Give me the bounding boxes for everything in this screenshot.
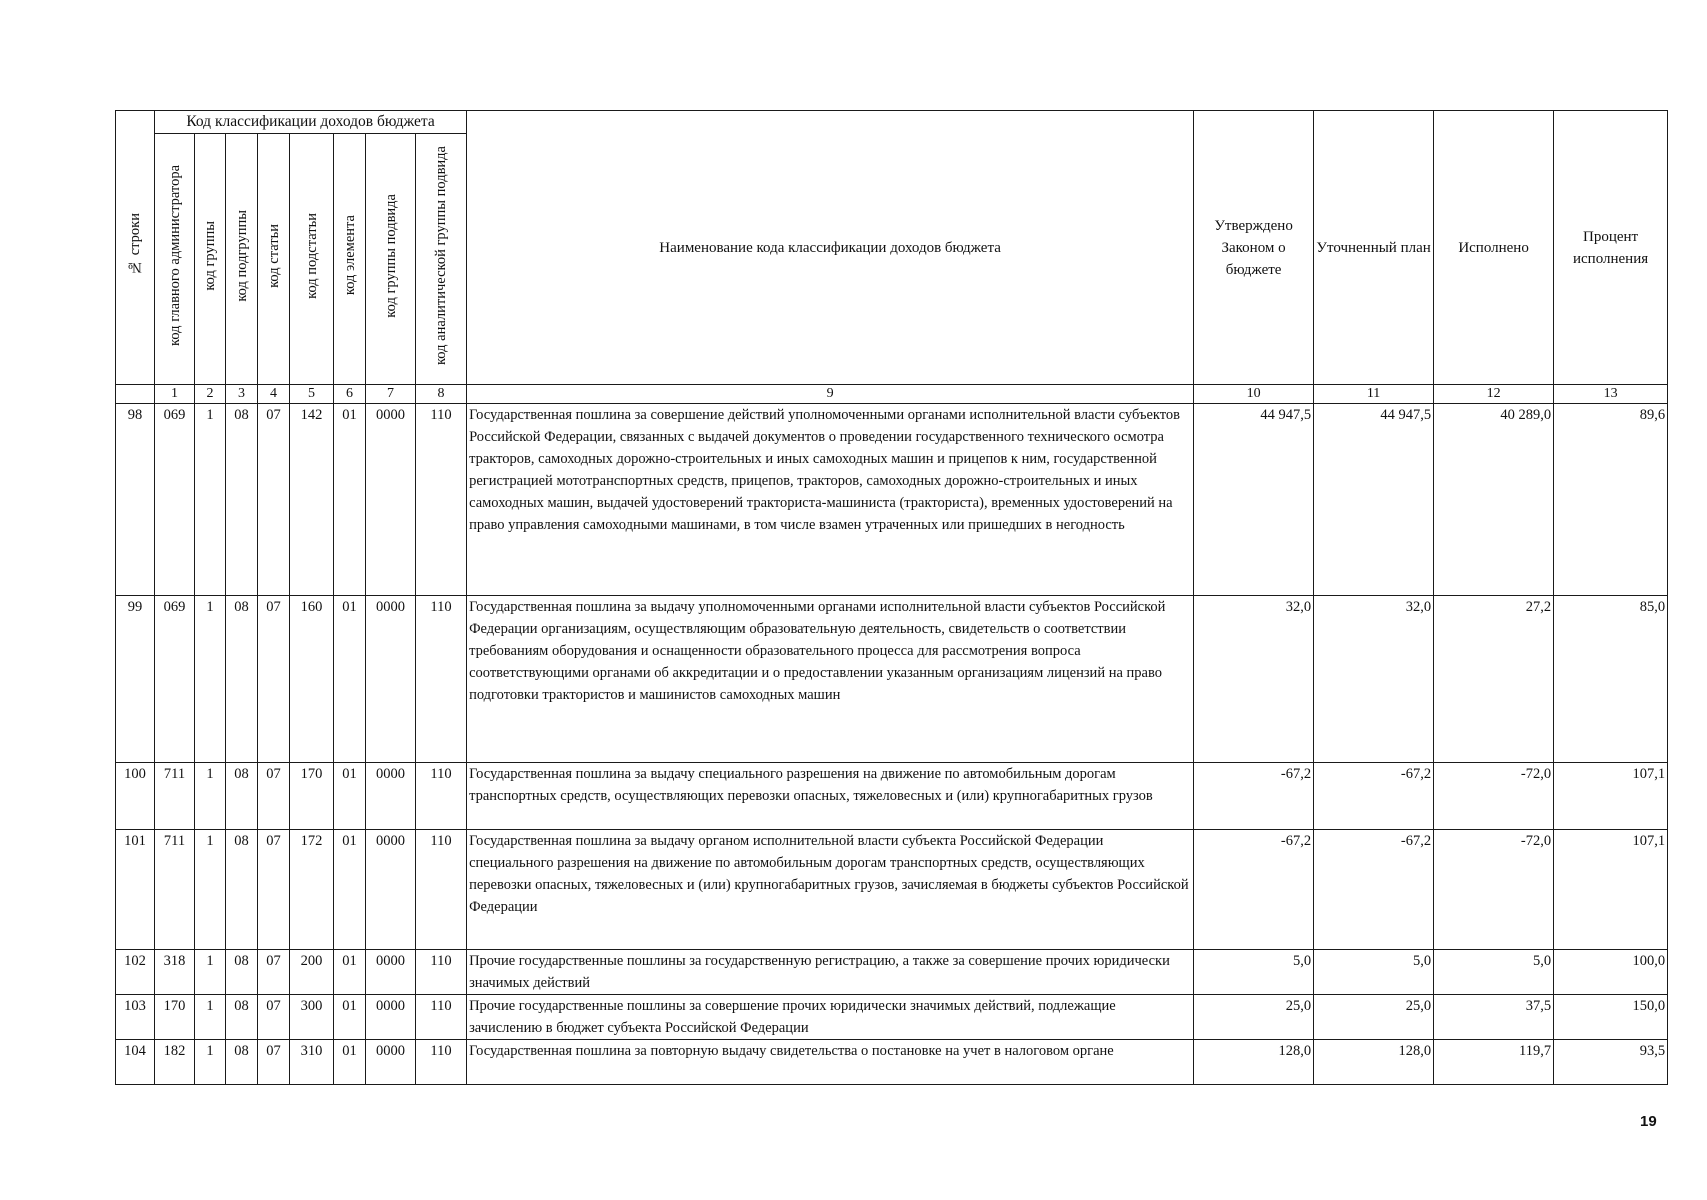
column-number: 1 (155, 385, 195, 404)
column-number: 3 (226, 385, 258, 404)
column-number: 2 (195, 385, 226, 404)
executed-value: 119,7 (1434, 1040, 1554, 1085)
revenue-name: Государственная пошлина за совершение действий уполномоченными органами исполнительной власти субъектов Российской Федерации, связанных с выдачей документов о проведении государственного технического осмотра тракторов, самоходных дорожно-строительных и иных самоходных машин и прицепов к ним, государственной регистрацией мототранспортных средств, прицепов, тракторов, самоходных дорожно-строительных и иных самоходных машин, выдачей удостоверений тракториста-машиниста (тракториста), временных удостоверений на право управления самоходными машинами, в том числе взамен утраченных или пришедших в негодность (467, 404, 1194, 596)
code-administrator: 170 (155, 995, 195, 1040)
approved-value: 5,0 (1194, 950, 1314, 995)
code-group: 1 (195, 596, 226, 763)
code-article: 07 (258, 404, 290, 596)
code-group: 1 (195, 1040, 226, 1085)
percent-value: 107,1 (1554, 763, 1668, 830)
revenue-name: Прочие государственные пошлины за совершение прочих юридически значимых действий, подлежащие зачислению в бюджет субъекта Российской Федерации (467, 995, 1194, 1040)
code-group: 1 (195, 995, 226, 1040)
code-analytic-subtype: 110 (416, 1040, 467, 1085)
table-row (116, 1040, 1668, 1085)
code-administrator: 069 (155, 596, 195, 763)
code-element: 01 (334, 404, 366, 596)
code-analytic-subtype: 110 (416, 763, 467, 830)
executed-value: 27,2 (1434, 596, 1554, 763)
code-subtype-group: 0000 (366, 950, 416, 995)
code-article: 07 (258, 1040, 290, 1085)
row-number: 101 (116, 830, 155, 950)
row-number: 98 (116, 404, 155, 596)
code-analytic-subtype: 110 (416, 830, 467, 950)
header-code-administrator: код главного администратора (155, 134, 195, 385)
column-number-row (116, 385, 1668, 404)
executed-value: -72,0 (1434, 830, 1554, 950)
header-executed: Исполнено (1434, 111, 1554, 385)
table-row (116, 404, 1668, 596)
code-analytic-subtype: 110 (416, 404, 467, 596)
code-subtype-group: 0000 (366, 404, 416, 596)
code-administrator: 711 (155, 830, 195, 950)
executed-value: 37,5 (1434, 995, 1554, 1040)
code-subtype-group: 0000 (366, 995, 416, 1040)
approved-value: 32,0 (1194, 596, 1314, 763)
header-code-subtype-group: код группы подвида (366, 134, 416, 385)
table-row (116, 950, 1668, 995)
code-article: 07 (258, 763, 290, 830)
code-group: 1 (195, 404, 226, 596)
column-number: 12 (1434, 385, 1554, 404)
table-row (116, 763, 1668, 830)
refined-value: 32,0 (1314, 596, 1434, 763)
table-row (116, 830, 1668, 950)
approved-value: 25,0 (1194, 995, 1314, 1040)
code-article: 07 (258, 596, 290, 763)
percent-value: 107,1 (1554, 830, 1668, 950)
percent-value: 93,5 (1554, 1040, 1668, 1085)
column-number: 6 (334, 385, 366, 404)
header-approved: Утверждено Законом о бюджете (1194, 111, 1314, 385)
code-subgroup: 08 (226, 995, 258, 1040)
row-number: 103 (116, 995, 155, 1040)
header-name: Наименование кода классификации доходов бюджета (467, 111, 1194, 385)
column-number: 8 (416, 385, 467, 404)
page-number: 19 (1640, 1113, 1657, 1130)
table-row (116, 596, 1668, 763)
code-subarticle: 300 (290, 995, 334, 1040)
column-number: 10 (1194, 385, 1314, 404)
percent-value: 89,6 (1554, 404, 1668, 596)
revenue-name: Прочие государственные пошлины за государственную регистрацию, а также за совершение прочих юридически значимых действий (467, 950, 1194, 995)
code-subarticle: 310 (290, 1040, 334, 1085)
code-administrator: 318 (155, 950, 195, 995)
row-number: 104 (116, 1040, 155, 1085)
code-administrator: 182 (155, 1040, 195, 1085)
column-number: 5 (290, 385, 334, 404)
code-article: 07 (258, 830, 290, 950)
column-number: 7 (366, 385, 416, 404)
code-subgroup: 08 (226, 830, 258, 950)
code-analytic-subtype: 110 (416, 950, 467, 995)
row-number: 102 (116, 950, 155, 995)
code-element: 01 (334, 950, 366, 995)
column-number: 13 (1554, 385, 1668, 404)
header-code-subarticle: код подстатьи (290, 134, 334, 385)
approved-value: -67,2 (1194, 830, 1314, 950)
revenue-name: Государственная пошлина за выдачу уполномоченными органами исполнительной власти субъектов Российской Федерации организациям, осуществляющим образовательную деятельность, свидетельств о соответствии требованиям оборудования и оснащенности образовательного процесса для рассмотрения вопроса соответствующими органами об аккредитации и о предоставлении указанным организациям лицензий на право подготовки трактористов и машинистов самоходных машин (467, 596, 1194, 763)
revenue-name: Государственная пошлина за выдачу специального разрешения на движение по автомобильным дорогам транспортных средств, осуществляющих перевозки опасных, тяжеловесных и (или) крупногабаритных грузов (467, 763, 1194, 830)
code-subgroup: 08 (226, 763, 258, 830)
revenue-name: Государственная пошлина за выдачу органом исполнительной власти субъекта Российской Федерации специального разрешения на движение по автомобильным дорогам транспортных средств, осуществляющих перевозки опасных, тяжеловесных и (или) крупногабаритных грузов, зачисляемая в бюджеты субъектов Российской Федерации (467, 830, 1194, 950)
header-code-group: код группы (195, 134, 226, 385)
refined-value: 25,0 (1314, 995, 1434, 1040)
code-group: 1 (195, 763, 226, 830)
code-administrator: 069 (155, 404, 195, 596)
table-row (116, 995, 1668, 1040)
header-code-element: код элемента (334, 134, 366, 385)
refined-value: 44 947,5 (1314, 404, 1434, 596)
executed-value: -72,0 (1434, 763, 1554, 830)
refined-value: -67,2 (1314, 830, 1434, 950)
percent-value: 150,0 (1554, 995, 1668, 1040)
code-subgroup: 08 (226, 950, 258, 995)
column-number: 11 (1314, 385, 1434, 404)
header-classification-group: Код классификации доходов бюджета (155, 111, 467, 134)
header-row-number: № строки (116, 111, 155, 385)
code-subarticle: 160 (290, 596, 334, 763)
code-subtype-group: 0000 (366, 1040, 416, 1085)
code-element: 01 (334, 830, 366, 950)
code-subtype-group: 0000 (366, 763, 416, 830)
budget-revenue-table (115, 110, 1668, 1085)
executed-value: 40 289,0 (1434, 404, 1554, 596)
header-code-analytic-subtype: код аналитической группы подвида (416, 134, 467, 385)
header-code-article: код статьи (258, 134, 290, 385)
code-subarticle: 172 (290, 830, 334, 950)
code-element: 01 (334, 596, 366, 763)
code-subarticle: 142 (290, 404, 334, 596)
executed-value: 5,0 (1434, 950, 1554, 995)
code-subarticle: 170 (290, 763, 334, 830)
approved-value: 44 947,5 (1194, 404, 1314, 596)
revenue-name: Государственная пошлина за повторную выдачу свидетельства о постановке на учет в налоговом органе (467, 1040, 1194, 1085)
code-subgroup: 08 (226, 596, 258, 763)
code-article: 07 (258, 995, 290, 1040)
code-element: 01 (334, 995, 366, 1040)
row-number: 99 (116, 596, 155, 763)
header-refined-plan: Уточненный план (1314, 111, 1434, 385)
header-code-subgroup: код подгруппы (226, 134, 258, 385)
code-article: 07 (258, 950, 290, 995)
code-element: 01 (334, 1040, 366, 1085)
code-subgroup: 08 (226, 404, 258, 596)
refined-value: 128,0 (1314, 1040, 1434, 1085)
code-analytic-subtype: 110 (416, 995, 467, 1040)
code-administrator: 711 (155, 763, 195, 830)
code-group: 1 (195, 950, 226, 995)
approved-value: 128,0 (1194, 1040, 1314, 1085)
refined-value: 5,0 (1314, 950, 1434, 995)
header-percent: Процент исполнения (1554, 111, 1668, 385)
column-number: 9 (467, 385, 1194, 404)
code-subgroup: 08 (226, 1040, 258, 1085)
code-subtype-group: 0000 (366, 596, 416, 763)
code-group: 1 (195, 830, 226, 950)
column-number (116, 385, 155, 404)
refined-value: -67,2 (1314, 763, 1434, 830)
column-number: 4 (258, 385, 290, 404)
code-subtype-group: 0000 (366, 830, 416, 950)
percent-value: 100,0 (1554, 950, 1668, 995)
code-analytic-subtype: 110 (416, 596, 467, 763)
row-number: 100 (116, 763, 155, 830)
code-subarticle: 200 (290, 950, 334, 995)
approved-value: -67,2 (1194, 763, 1314, 830)
percent-value: 85,0 (1554, 596, 1668, 763)
code-element: 01 (334, 763, 366, 830)
